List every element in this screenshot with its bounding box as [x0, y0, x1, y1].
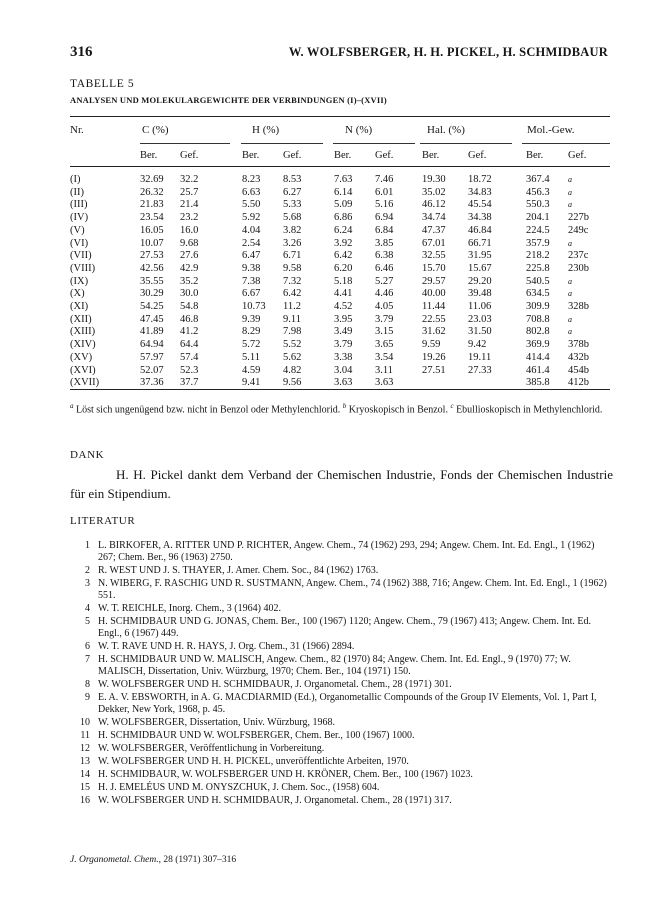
sub-header-n-ber: Ber. — [334, 150, 352, 161]
cell-nr: (I) — [70, 174, 81, 185]
cell-mol-gef: 432b — [568, 351, 589, 363]
cell-hal-gef: 45.54 — [468, 199, 492, 211]
cell-h-ber: 9.41 — [242, 377, 261, 389]
cell-hal-ber: 32.55 — [422, 250, 446, 262]
cell-hal-ber: 11.44 — [422, 301, 446, 312]
cell-hal-ber: 15.70 — [422, 262, 446, 274]
cell-mol-ber: 708.8 — [526, 313, 550, 325]
footnote-b: Kryoskopisch in Benzol. — [346, 404, 451, 416]
sub-header-h-ber: Ber. — [242, 150, 260, 161]
cell-c-gef: 30.0 — [180, 288, 199, 300]
cell-c-gef: 35.2 — [180, 275, 199, 287]
group-rule-n — [333, 143, 415, 144]
cell-n-gef: 6.46 — [375, 262, 394, 274]
cell-h-ber: 6.47 — [242, 250, 261, 262]
cell-c-ber: 52.07 — [140, 364, 164, 376]
cell-nr: (VI) — [70, 237, 89, 249]
reference-number: 3 — [85, 578, 90, 589]
cell-nr: (XIV) — [70, 339, 96, 351]
cell-nr: (II) — [70, 186, 84, 198]
reference-text: L. BIRKOFER, A. RITTER UND P. RICHTER, Angew. Chem., 74 (1962) 293, 294; Angew. Chem. Int. Ed. Engl., 1 (1962) 267; Chem. Ber., 96 (1963) 2750. — [98, 540, 595, 563]
cell-c-ber: 54.25 — [140, 301, 164, 312]
cell-n-gef: 6.01 — [375, 186, 394, 198]
cell-mol-gef: 412b — [568, 377, 589, 389]
cell-h-gef: 8.53 — [283, 174, 302, 185]
cell-h-gef: 3.82 — [283, 224, 302, 236]
cell-hal-gef: 31.95 — [468, 250, 492, 262]
footnote-mark-b: b — [342, 402, 347, 410]
cell-c-gef: 25.7 — [180, 186, 199, 198]
cell-c-gef: 41.2 — [180, 326, 199, 338]
cell-n-ber: 3.38 — [334, 351, 353, 363]
reference-item — [70, 616, 615, 640]
cell-nr: (X) — [70, 288, 85, 300]
cell-c-ber: 41.89 — [140, 326, 164, 338]
cell-mol-gef: 249c — [568, 224, 589, 236]
cell-n-ber: 4.52 — [334, 301, 353, 312]
cell-hal-ber: 40.00 — [422, 288, 446, 300]
reference-item — [70, 641, 615, 653]
reference-text: W. WOLFSBERGER UND H. SCHMIDBAUR, J. Organometal. Chem., 28 (1971) 317. — [98, 795, 452, 806]
cell-h-ber: 5.50 — [242, 199, 261, 211]
table-header-rule — [70, 166, 610, 167]
reference-number: 15 — [80, 782, 90, 793]
cell-hal-gef: 34.38 — [468, 212, 492, 224]
group-rule-h — [241, 143, 323, 144]
cell-c-gef: 52.3 — [180, 364, 199, 376]
cell-c-gef: 21.4 — [180, 199, 199, 211]
cell-mol-gef: a — [568, 187, 572, 197]
cell-nr: (VII) — [70, 250, 92, 262]
cell-h-ber: 4.59 — [242, 364, 261, 376]
cell-h-gef: 5.68 — [283, 212, 302, 224]
cell-mol-ber: 367.4 — [526, 174, 550, 185]
cell-h-ber: 8.29 — [242, 326, 261, 338]
reference-number: 16 — [80, 795, 90, 806]
cell-n-gef: 7.46 — [375, 174, 394, 185]
cell-c-ber: 27.53 — [140, 250, 164, 262]
cell-n-gef: 3.54 — [375, 351, 394, 363]
cell-n-ber: 6.86 — [334, 212, 353, 224]
cell-mol-ber: 369.9 — [526, 339, 550, 351]
cell-mol-ber: 540.5 — [526, 275, 550, 287]
table-footnote — [70, 400, 610, 416]
reference-item — [70, 730, 615, 742]
reference-item — [70, 679, 615, 691]
cell-c-gef: 16.0 — [180, 224, 199, 236]
cell-n-ber: 4.41 — [334, 288, 353, 300]
cell-h-gef: 6.27 — [283, 186, 302, 198]
cell-c-ber: 23.54 — [140, 212, 164, 224]
cell-mol-gef: a — [568, 200, 572, 210]
cell-n-ber: 6.24 — [334, 224, 353, 236]
cell-n-gef: 3.79 — [375, 313, 394, 325]
cell-mol-ber: 461.4 — [526, 364, 550, 376]
cell-n-gef: 6.38 — [375, 250, 394, 262]
cell-hal-ber: 67.01 — [422, 237, 446, 249]
reference-text: N. WIBERG, F. RASCHIG UND R. SUSTMANN, Angew. Chem., 74 (1962) 388, 716; Angew. Chem. Int. Ed. Engl., 1 (1962) 551. — [98, 578, 607, 601]
cell-n-ber: 6.42 — [334, 250, 353, 262]
cell-hal-ber: 27.51 — [422, 364, 446, 376]
cell-n-ber: 5.09 — [334, 199, 353, 211]
cell-nr: (XIII) — [70, 326, 96, 338]
cell-h-ber: 4.04 — [242, 224, 261, 236]
cell-hal-ber: 22.55 — [422, 313, 446, 325]
page-header — [70, 44, 608, 64]
reference-text: R. WEST UND J. S. THAYER, J. Amer. Chem. Soc., 84 (1962) 1763. — [98, 565, 379, 576]
cell-n-gef: 3.15 — [375, 326, 394, 338]
reference-number: 11 — [80, 730, 90, 741]
cell-hal-ber: 46.12 — [422, 199, 446, 211]
cell-h-ber: 5.72 — [242, 339, 261, 351]
table-caption: ANALYSEN UND MOLEKULARGEWICHTE DER VERBINDUNGEN (I)–(XVII) — [70, 95, 387, 105]
cell-nr: (XII) — [70, 313, 92, 325]
analysis-table — [70, 116, 610, 390]
cell-n-ber: 3.63 — [334, 377, 353, 389]
cell-mol-gef: 328b — [568, 301, 589, 312]
cell-mol-ber: 414.4 — [526, 351, 550, 363]
cell-nr: (VIII) — [70, 262, 96, 274]
cell-c-ber: 57.97 — [140, 351, 164, 363]
reference-text: H. SCHMIDBAUR, W. WOLFSBERGER UND H. KRÖNER, Chem. Ber., 100 (1967) 1023. — [98, 769, 473, 780]
cell-n-ber: 3.95 — [334, 313, 353, 325]
cell-n-gef: 5.27 — [375, 275, 394, 287]
cell-h-ber: 10.73 — [242, 301, 266, 312]
cell-c-ber: 32.69 — [140, 174, 164, 185]
cell-n-gef: 5.16 — [375, 199, 394, 211]
cell-n-ber: 3.04 — [334, 364, 353, 376]
cell-hal-gef: 18.72 — [468, 174, 492, 185]
running-head-authors: W. WOLFSBERGER, H. H. PICKEL, H. SCHMIDBAUR — [288, 45, 608, 59]
cell-h-ber: 9.39 — [242, 313, 261, 325]
cell-n-ber: 6.14 — [334, 186, 353, 198]
cell-h-gef: 7.32 — [283, 275, 302, 287]
cell-hal-gef: 39.48 — [468, 288, 492, 300]
cell-nr: (XI) — [70, 301, 89, 312]
cell-h-gef: 6.42 — [283, 288, 302, 300]
cell-hal-gef: 34.83 — [468, 186, 492, 198]
sub-header-hal-gef: Gef. — [468, 150, 487, 161]
cell-mol-gef: a — [568, 238, 572, 248]
cell-n-ber: 3.79 — [334, 339, 353, 351]
reference-number: 2 — [85, 565, 90, 576]
footnote-mark-c: c — [450, 402, 454, 410]
cell-mol-gef: a — [568, 175, 572, 184]
reference-number: 9 — [85, 692, 90, 703]
cell-h-gef: 5.33 — [283, 199, 302, 211]
cell-hal-ber: 34.74 — [422, 212, 446, 224]
dank-text: H. H. Pickel dankt dem Verband der Chemischen Industrie, Fonds der Chemischen Industrie für ein Stipendium. — [70, 467, 613, 501]
sub-header-c-ber: Ber. — [140, 150, 158, 161]
footer-volume: , 28 (1971) 307–316 — [158, 855, 237, 865]
sub-header-h-gef: Gef. — [283, 150, 302, 161]
cell-mol-ber: 224.5 — [526, 224, 550, 236]
reference-number: 1 — [85, 540, 90, 551]
group-header-n: N (%) — [345, 124, 373, 136]
reference-text: E. A. V. EBSWORTH, in A. G. MACDIARMID (Ed.), Organometallic Compounds of the Group IV Elements, Vol. 1, Part I, Dekker, New York, 1968, p. 45. — [98, 692, 597, 715]
reference-text: W. WOLFSBERGER, Veröffentlichung in Vorbereitung. — [98, 743, 325, 754]
cell-c-gef: 27.6 — [180, 250, 199, 262]
cell-c-ber: 35.55 — [140, 275, 164, 287]
cell-n-gef: 3.65 — [375, 339, 394, 351]
cell-mol-gef: a — [568, 276, 572, 286]
reference-item — [70, 578, 615, 602]
cell-nr: (XVI) — [70, 364, 96, 376]
cell-h-ber: 5.92 — [242, 212, 261, 224]
cell-n-ber: 7.63 — [334, 174, 353, 185]
cell-h-gef: 11.2 — [283, 301, 301, 312]
cell-hal-ber: 35.02 — [422, 186, 446, 198]
cell-hal-gef: 66.71 — [468, 237, 492, 249]
cell-n-ber: 3.49 — [334, 326, 353, 338]
table-label: TABELLE 5 — [70, 78, 135, 90]
reference-item — [70, 743, 615, 755]
cell-c-gef: 23.2 — [180, 212, 199, 224]
cell-n-gef: 3.85 — [375, 237, 394, 249]
cell-hal-ber: 19.30 — [422, 174, 446, 185]
cell-c-gef: 57.4 — [180, 351, 199, 363]
literatur-heading: LITERATUR — [70, 515, 136, 527]
reference-number: 4 — [85, 603, 90, 614]
reference-item — [70, 654, 615, 678]
cell-mol-ber: 225.8 — [526, 262, 550, 274]
cell-nr: (IV) — [70, 212, 89, 224]
reference-item — [70, 795, 615, 807]
cell-c-ber: 64.94 — [140, 339, 164, 351]
cell-hal-gef: 29.20 — [468, 275, 492, 287]
reference-item — [70, 565, 615, 577]
cell-nr: (XV) — [70, 351, 93, 363]
cell-c-ber: 37.36 — [140, 377, 164, 389]
cell-mol-ber: 802.8 — [526, 326, 550, 338]
sub-header-mol-gef: Gef. — [568, 150, 587, 161]
cell-hal-gef: 9.42 — [468, 339, 487, 351]
page-footer — [70, 855, 236, 865]
cell-mol-gef: a — [568, 327, 572, 337]
reference-item — [70, 756, 615, 768]
reference-text: W. T. REICHLE, Inorg. Chem., 3 (1964) 402. — [98, 603, 281, 614]
cell-hal-ber: 47.37 — [422, 224, 446, 236]
group-rule-hal — [420, 143, 512, 144]
sub-header-hal-ber: Ber. — [422, 150, 440, 161]
reference-text: H. SCHMIDBAUR UND G. JONAS, Chem. Ber., 100 (1967) 1120; Angew. Chem., 79 (1967) 413; Angew. Chem. Int. Ed. Engl., 6 (1967) 449. — [98, 616, 592, 639]
table-top-rule — [70, 116, 610, 117]
cell-n-gef: 6.94 — [375, 212, 394, 224]
cell-c-gef: 32.2 — [180, 174, 199, 185]
cell-mol-ber: 385.8 — [526, 377, 550, 389]
cell-h-gef: 9.56 — [283, 377, 302, 389]
reference-number: 13 — [80, 756, 90, 767]
footnote-mark-a: a — [70, 402, 74, 410]
reference-number: 5 — [85, 616, 90, 627]
cell-c-ber: 47.45 — [140, 313, 164, 325]
cell-mol-ber: 204.1 — [526, 212, 550, 224]
reference-text: H. SCHMIDBAUR UND W. WOLFSBERGER, Chem. Ber., 100 (1967) 1000. — [98, 730, 415, 741]
cell-n-ber: 3.92 — [334, 237, 353, 249]
footer-journal: J. Organometal. Chem. — [70, 855, 159, 865]
group-header-h: H (%) — [252, 124, 280, 136]
reference-item — [70, 540, 615, 564]
cell-hal-ber: 31.62 — [422, 326, 446, 338]
cell-mol-ber: 218.2 — [526, 250, 550, 262]
cell-c-ber: 10.07 — [140, 237, 164, 249]
cell-n-gef: 4.46 — [375, 288, 394, 300]
cell-mol-gef: 237c — [568, 250, 589, 262]
cell-hal-ber: 29.57 — [422, 275, 446, 287]
cell-c-gef: 54.8 — [180, 301, 199, 312]
cell-c-gef: 42.9 — [180, 262, 199, 274]
cell-h-gef: 9.58 — [283, 262, 302, 274]
reference-text: W. WOLFSBERGER UND H. SCHMIDBAUR, J. Organometal. Chem., 28 (1971) 301. — [98, 679, 452, 690]
cell-mol-ber: 550.3 — [526, 199, 550, 211]
reference-item — [70, 603, 615, 615]
footnote-c: Ebullioskopisch in Methylenchlorid. — [453, 404, 603, 416]
cell-h-ber: 9.38 — [242, 262, 261, 274]
cell-mol-gef: 230b — [568, 262, 589, 274]
cell-h-ber: 6.63 — [242, 186, 261, 198]
cell-nr: (IX) — [70, 275, 89, 287]
cell-mol-gef: a — [568, 289, 572, 299]
cell-hal-ber: 19.26 — [422, 351, 446, 363]
cell-hal-gef: 23.03 — [468, 313, 492, 325]
group-rule-molgew — [522, 143, 610, 144]
cell-hal-gef: 27.33 — [468, 364, 492, 376]
group-rule-c — [140, 143, 230, 144]
cell-nr: (XVII) — [70, 377, 100, 389]
cell-h-ber: 7.38 — [242, 275, 261, 287]
cell-c-ber: 26.32 — [140, 186, 164, 198]
sub-header-mol-ber: Ber. — [526, 150, 544, 161]
cell-h-ber: 6.67 — [242, 288, 261, 300]
cell-hal-gef: 11.06 — [468, 301, 492, 312]
cell-n-gef: 6.84 — [375, 224, 394, 236]
cell-h-gef: 7.98 — [283, 326, 302, 338]
cell-mol-gef: 227b — [568, 212, 589, 224]
cell-n-gef: 3.11 — [375, 364, 393, 376]
group-header-hal: Hal. (%) — [427, 124, 465, 136]
cell-h-gef: 5.62 — [283, 351, 302, 363]
cell-c-ber: 30.29 — [140, 288, 164, 300]
sub-header-n-gef: Gef. — [375, 150, 394, 161]
cell-c-gef: 46.8 — [180, 313, 199, 325]
cell-mol-gef: 454b — [568, 364, 589, 376]
reference-item — [70, 769, 615, 781]
reference-text: H. SCHMIDBAUR UND W. MALISCH, Angew. Chem., 82 (1970) 84; Angew. Chem. Int. Ed. Engl., 9 (1970) 77; W. MALISCH, Dissertation, Univ. Würzburg, 1970; Chem. Ber., 104 (1971) 150. — [98, 654, 571, 677]
cell-mol-ber: 357.9 — [526, 237, 550, 249]
cell-mol-ber: 634.5 — [526, 288, 550, 300]
reference-text: W. WOLFSBERGER UND H. H. PICKEL, unveröffentlichte Arbeiten, 1970. — [98, 756, 409, 767]
reference-number: 12 — [80, 743, 90, 754]
cell-n-gef: 3.63 — [375, 377, 394, 389]
cell-n-ber: 6.20 — [334, 262, 353, 274]
cell-h-ber: 8.23 — [242, 174, 261, 185]
cell-hal-gef: 31.50 — [468, 326, 492, 338]
column-header-nr: Nr. — [70, 124, 84, 136]
cell-n-gef: 4.05 — [375, 301, 394, 312]
cell-c-gef: 37.7 — [180, 377, 199, 389]
group-header-c: C (%) — [142, 124, 169, 136]
footnote-a: Löst sich ungenügend bzw. nicht in Benzol oder Methylenchlorid. — [73, 404, 343, 416]
cell-mol-gef: 378b — [568, 339, 589, 351]
cell-hal-gef: 19.11 — [468, 351, 492, 363]
cell-c-ber: 42.56 — [140, 262, 164, 274]
reference-item — [70, 692, 615, 716]
reference-item — [70, 717, 615, 729]
reference-text: H. J. EMELÉUS UND M. ONYSZCHUK, J. Chem. Soc., (1958) 604. — [98, 782, 380, 793]
reference-number: 14 — [80, 769, 90, 780]
reference-text: W. WOLFSBERGER, Dissertation, Univ. Würzburg, 1968. — [98, 717, 336, 728]
cell-c-ber: 21.83 — [140, 199, 164, 211]
cell-mol-gef: a — [568, 314, 572, 324]
cell-h-ber: 2.54 — [242, 237, 261, 249]
cell-h-gef: 3.26 — [283, 237, 302, 249]
cell-mol-ber: 309.9 — [526, 301, 550, 312]
cell-c-gef: 64.4 — [180, 339, 199, 351]
group-header-molgew: Mol.-Gew. — [527, 124, 575, 136]
page-number: 316 — [70, 44, 93, 60]
cell-n-ber: 5.18 — [334, 275, 353, 287]
reference-number: 6 — [85, 641, 90, 652]
cell-mol-ber: 456.3 — [526, 186, 550, 198]
reference-item — [70, 782, 615, 794]
reference-number: 8 — [85, 679, 90, 690]
cell-hal-gef: 15.67 — [468, 262, 492, 274]
reference-text: W. T. RAVE UND H. R. HAYS, J. Org. Chem., 31 (1966) 2894. — [98, 641, 355, 652]
cell-c-gef: 9.68 — [180, 237, 199, 249]
sub-header-c-gef: Gef. — [180, 150, 199, 161]
cell-h-gef: 6.71 — [283, 250, 302, 262]
cell-h-ber: 5.11 — [242, 351, 260, 363]
cell-h-gef: 4.82 — [283, 364, 302, 376]
cell-nr: (V) — [70, 224, 85, 236]
cell-h-gef: 9.11 — [283, 313, 301, 325]
cell-c-ber: 16.05 — [140, 224, 164, 236]
cell-hal-ber: 9.59 — [422, 339, 441, 351]
cell-nr: (III) — [70, 199, 88, 211]
reference-number: 10 — [80, 717, 90, 728]
reference-number: 7 — [85, 654, 90, 665]
cell-h-gef: 5.52 — [283, 339, 302, 351]
cell-hal-gef: 46.84 — [468, 224, 492, 236]
dank-heading: DANK — [70, 449, 105, 461]
